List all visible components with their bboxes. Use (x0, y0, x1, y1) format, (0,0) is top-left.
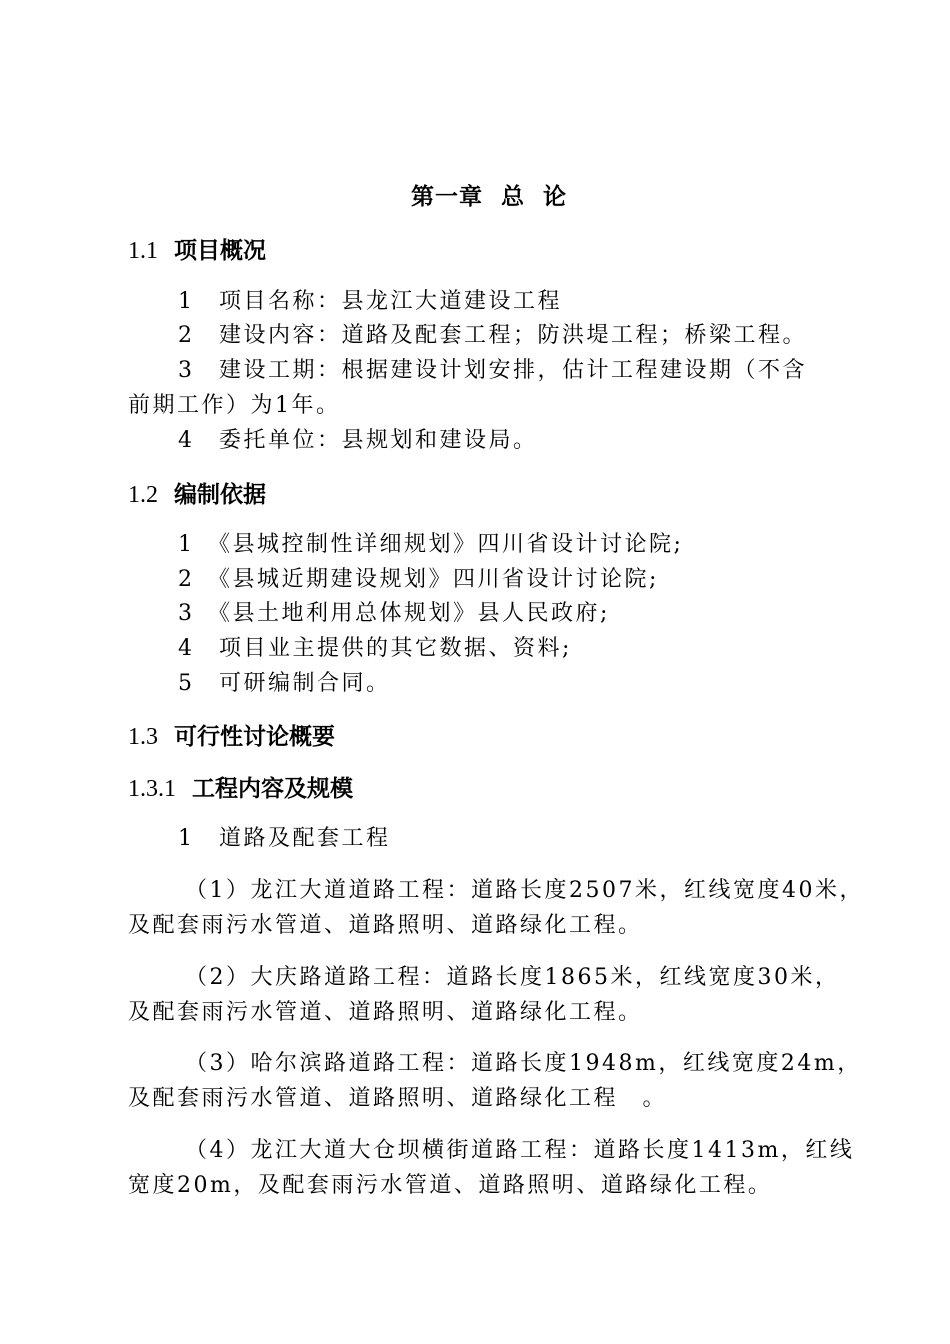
road-paragraph-4-line-2: 宽度20m，及配套雨污水管道、道路照明、道路绿化工程。 (128, 1173, 773, 1198)
basis-item: 2 《县城近期建设规划》四川省设计讨论院; (178, 567, 659, 592)
basis-item: 5 可研编制合同。 (178, 671, 391, 696)
section-number: 1.3.1 (128, 776, 176, 802)
section-title: 编制依据 (174, 481, 267, 508)
basis-item: 4 项目业主提供的其它数据、资料; (178, 636, 572, 661)
basis-item: 3 《县土地利用总体规划》县人民政府; (178, 601, 610, 626)
overview-item-schedule: 3 建设工期：根据建设计划安排，估计工程建设期（不含 (178, 358, 807, 383)
section-heading-1-3-1 (128, 770, 353, 803)
section-heading-1-1 (128, 232, 266, 265)
road-paragraph-3-line-1: （3）哈尔滨路道路工程：道路长度1948m，红线宽度24m， (185, 1051, 862, 1076)
overview-item-content: 2 建设内容：道路及配套工程；防洪堤工程；桥梁工程。 (178, 323, 807, 348)
section-number: 1.2 (128, 482, 158, 508)
section-title: 工程内容及规模 (192, 775, 354, 802)
overview-item-name: 1 项目名称：县龙江大道建设工程 (178, 289, 562, 314)
overview-item-schedule-cont: 前期工作）为1年。 (128, 393, 341, 418)
chapter-title: 第一章 总 论 (410, 183, 568, 210)
road-paragraph-2-line-2: 及配套雨污水管道、道路照明、道路绿化工程。 (128, 1000, 643, 1025)
section-number: 1.3 (128, 724, 158, 750)
section-title: 项目概况 (174, 237, 267, 264)
section-title: 可行性讨论概要 (174, 723, 336, 750)
road-paragraph-2-line-1: （2）大庆路道路工程：道路长度1865米，红线宽度30米， (185, 965, 840, 990)
section-number: 1.1 (128, 238, 158, 264)
section-heading-1-3 (128, 718, 335, 751)
road-paragraph-4-line-1: （4）龙江大道大仓坝横街道路工程：道路长度1413m，红线 (185, 1138, 855, 1163)
overview-item-client: 4 委托单位：县规划和建设局。 (178, 428, 538, 453)
scope-intro: 1 道路及配套工程 (178, 826, 391, 851)
road-paragraph-1-line-1: （1）龙江大道道路工程：道路长度2507米，红线宽度40米， (185, 878, 864, 903)
road-paragraph-3-line-2: 及配套雨污水管道、道路照明、道路绿化工程 。 (128, 1086, 668, 1111)
section-heading-1-2 (128, 476, 266, 509)
basis-item: 1 《县城控制性详细规划》四川省设计讨论院; (178, 532, 684, 557)
road-paragraph-1-line-2: 及配套雨污水管道、道路照明、道路绿化工程。 (128, 913, 643, 938)
